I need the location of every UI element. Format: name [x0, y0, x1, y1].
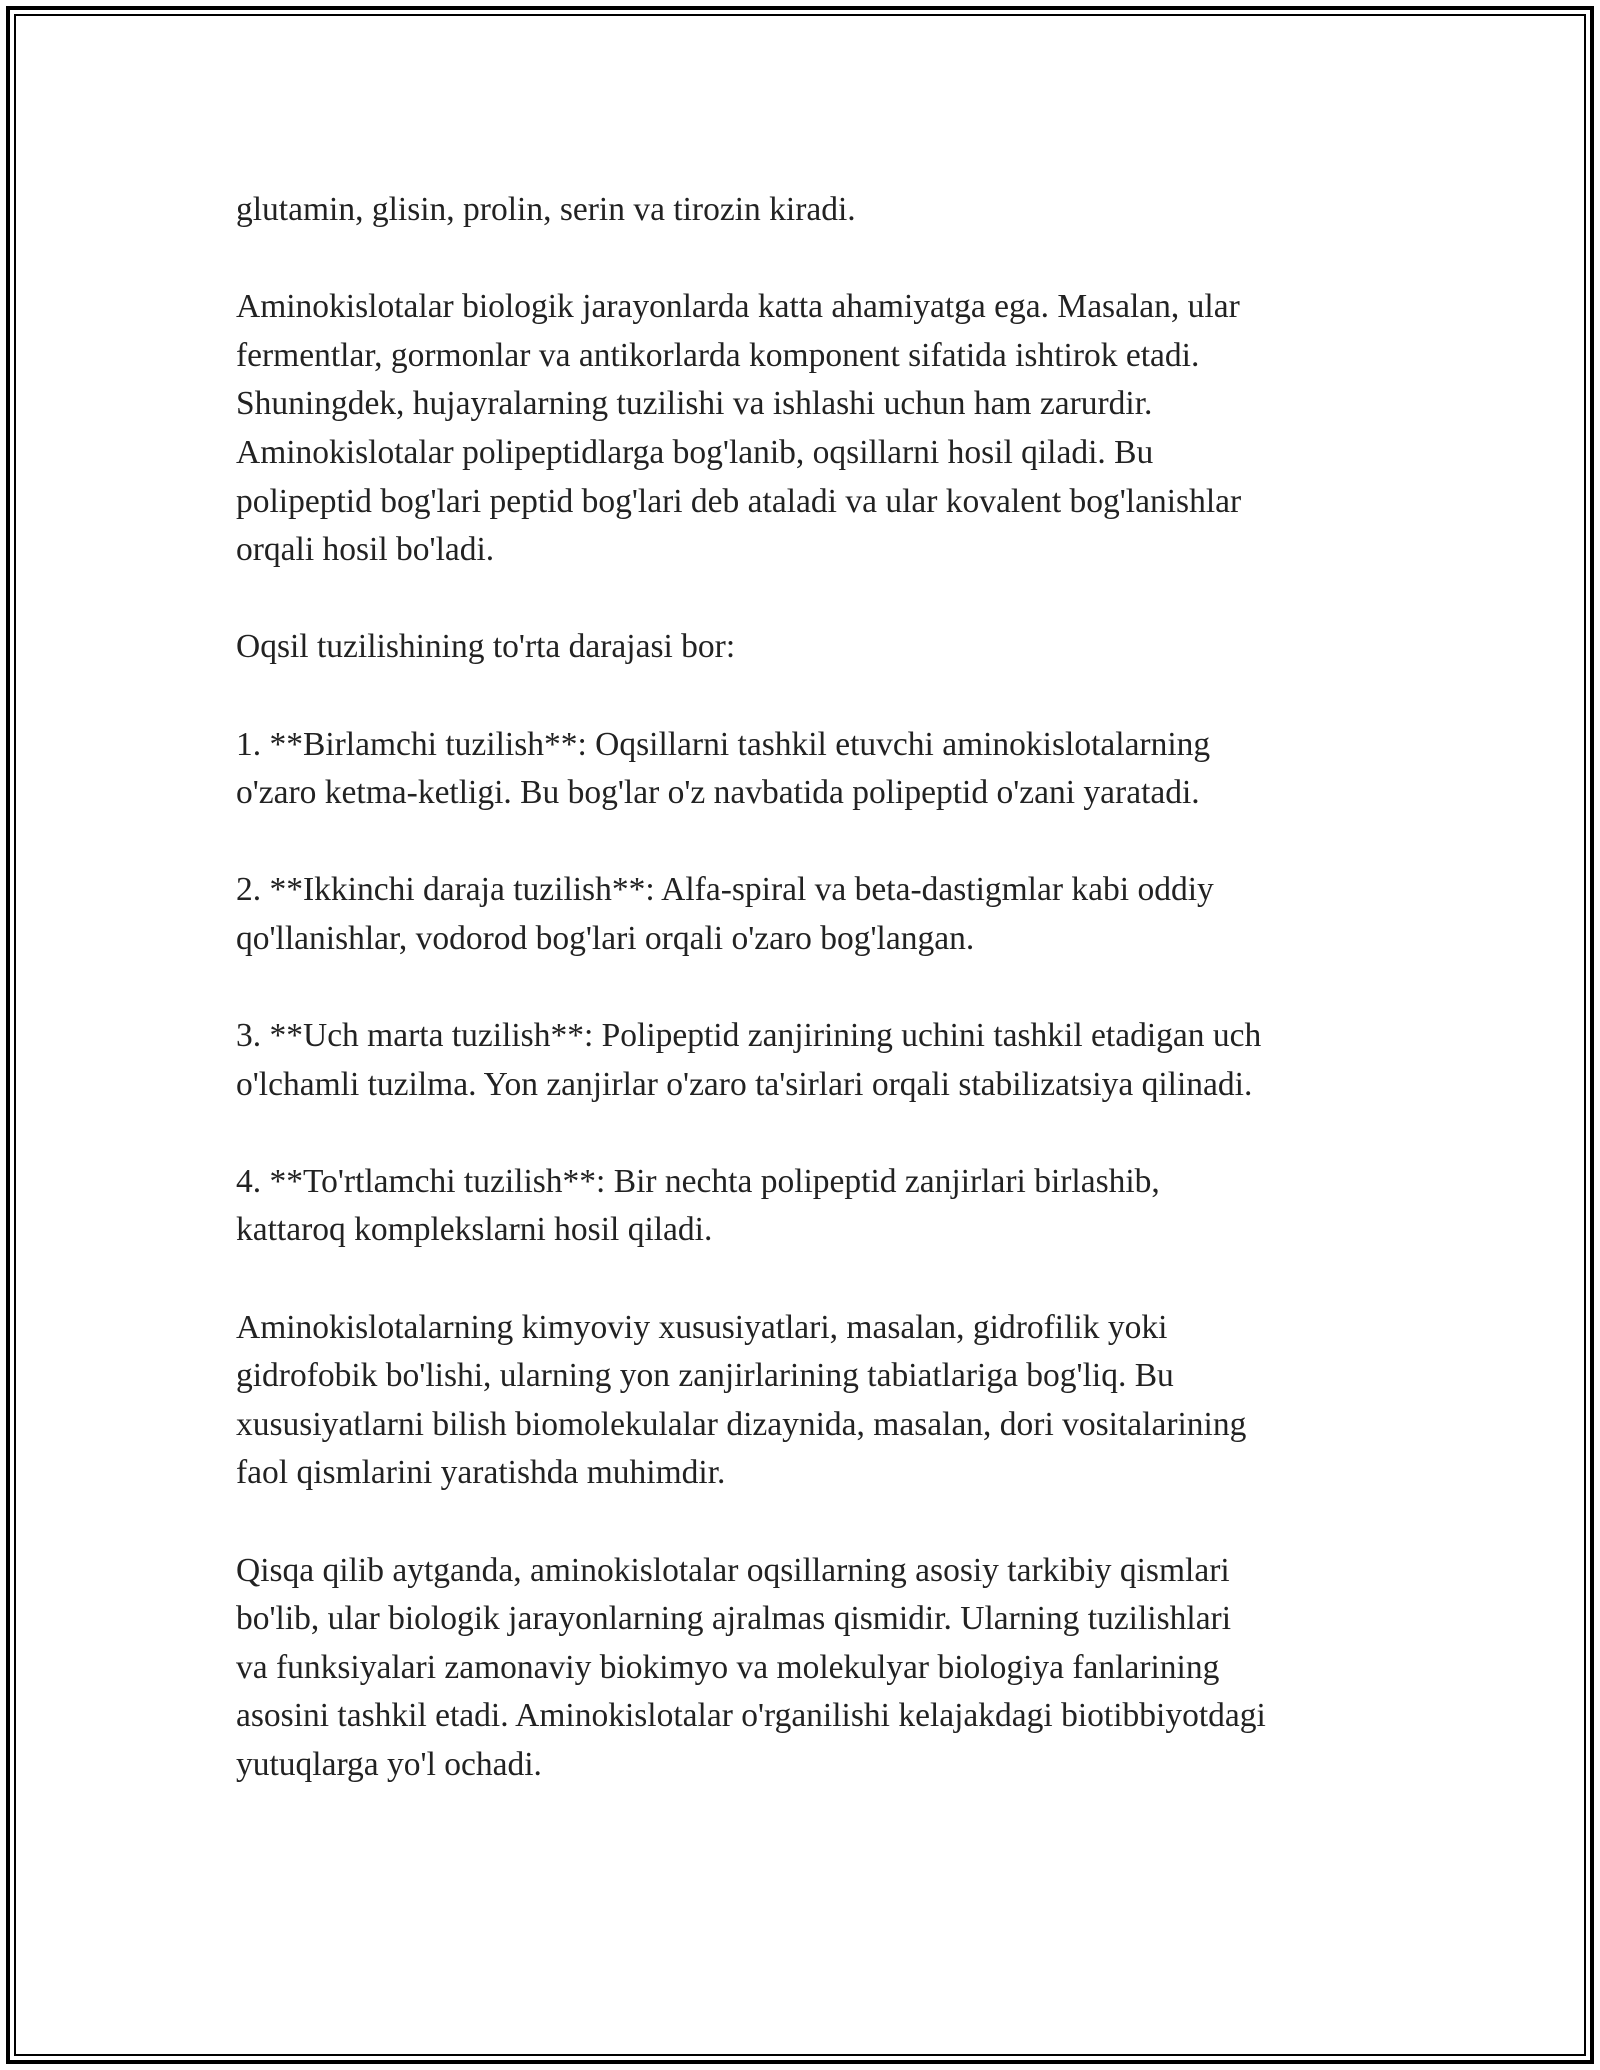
paragraph-protein-structure-intro: Oqsil tuzilishining to'rta darajasi bor: [236, 628, 736, 666]
list-item-tertiary-structure: 3. **Uch marta tuzilish**: Polipeptid zanjirining uchini tashkil etadigan uch o'lchamli tuzilma. Yon zanjirlar o'zaro ta'sirlari orqali stabilizatsiya qilinadi. [236, 1017, 1262, 1103]
list-item-quaternary-structure: 4. **To'rtlamchi tuzilish**: Bir nechta polipeptid zanjirlari birlashib, kattaroq komplekslarni hosil qiladi. [236, 1162, 1160, 1249]
list-item-primary-structure: 1. **Birlamchi tuzilish**: Oqsillarni tashkil etuvchi aminokislotalarning o'zaro ketma-ketligi. Bu bog'lar o'z navbatida polipeptid o'zani yaratadi. [236, 725, 1211, 812]
paragraph-amino-acid-list-end: glutamin, glisin, prolin, serin va tirozin kiradi. [236, 191, 856, 228]
paragraph-biological-importance: Aminokislotalar biologik jarayonlarda katta ahamiyatga ega. Masalan, ular fermentlar, gormonlar va antikorlarda komponent sifatida ishtirok etadi. Shuningdek, hujayralarning tuzilishi va ishlashi uchun ham zarurdir. Aminokislotalar polipeptidlarga bog'lanib, oqsillarni hosil qiladi. Bu polipeptid bog'lari peptid bog'lari deb ataladi va ular kovalent bog'lanishlar orqali hosil bo'ladi. [236, 288, 1242, 569]
document-body [236, 186, 1386, 1790]
list-item-secondary-structure: 2. **Ikkinchi daraja tuzilish**: Alfa-spiral va beta-dastigmlar kabi oddiy qo'llanishlar, vodorod bog'lari orqali o'zaro bog'langan. [236, 871, 1214, 957]
paragraph-chemical-properties: Aminokislotalarning kimyoviy xususiyatlari, masalan, gidrofilik yoki gidrofobik bo'lishi, ularning yon zanjirlarining tabiatlariga bog'liq. Bu xususiyatlarni bilish biomolekulalar dizaynida, masalan, dori vositalarining faol qismlarini yaratishda muhimdir. [236, 1308, 1247, 1492]
paragraph-conclusion: Qisqa qilib aytganda, aminokislotalar oqsillarning asosiy tarkibiy qismlari bo'lib, ular biologik jarayonlarning ajralmas qismidir. Ularning tuzilishlari va funksiyalari zamonaviy biokimyo va molekulyar biologiya fanlarining asosini tashkil etadi. Aminokislotalar o'rganilishi kelajakdagi biotibbiyotdagi yutuqlarga yo'l ochadi. [236, 1551, 1266, 1783]
